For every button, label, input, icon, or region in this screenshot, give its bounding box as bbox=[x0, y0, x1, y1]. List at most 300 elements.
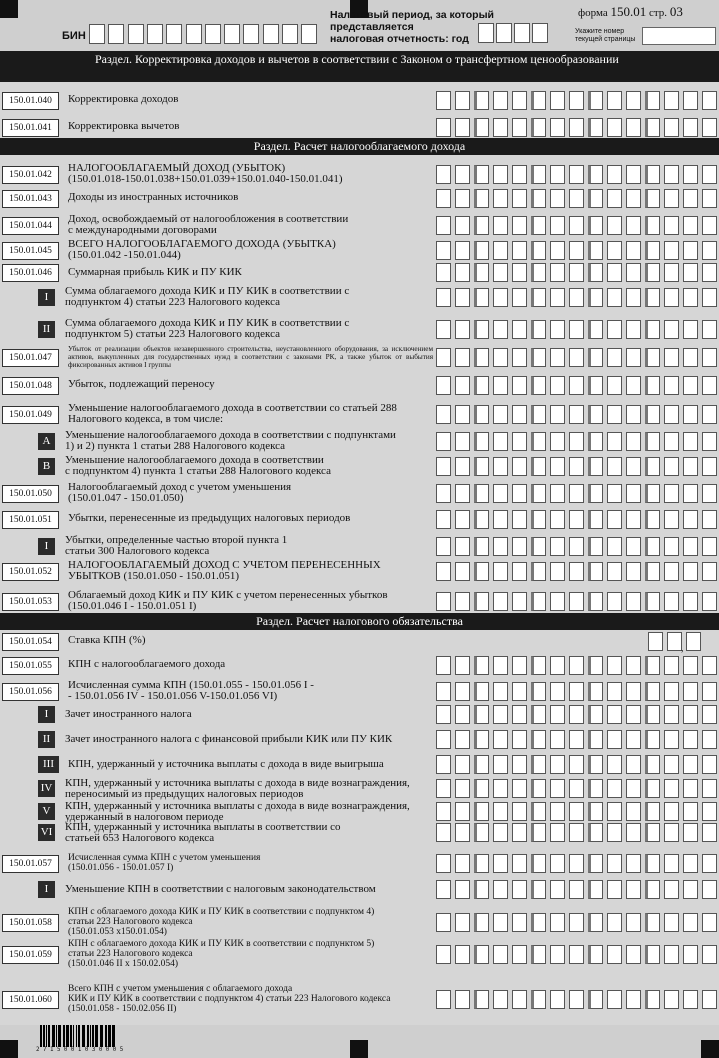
digit-cell[interactable] bbox=[664, 320, 679, 339]
digit-cell[interactable] bbox=[702, 457, 717, 476]
digit-cell[interactable] bbox=[607, 880, 622, 899]
digit-cell[interactable] bbox=[455, 288, 470, 307]
digit-cell[interactable] bbox=[664, 376, 679, 395]
digit-cell[interactable] bbox=[512, 945, 527, 964]
digit-cell[interactable] bbox=[493, 880, 508, 899]
digit-cell[interactable] bbox=[664, 241, 679, 260]
digit-cell[interactable] bbox=[626, 705, 641, 724]
digit-cell[interactable] bbox=[664, 802, 679, 821]
digit-cell[interactable] bbox=[626, 755, 641, 774]
digit-cell[interactable] bbox=[569, 91, 584, 110]
digit-cell[interactable] bbox=[645, 990, 660, 1009]
digit-cell[interactable] bbox=[626, 913, 641, 932]
digit-cell[interactable] bbox=[455, 779, 470, 798]
digit-cell[interactable] bbox=[436, 165, 451, 184]
digit-cell[interactable] bbox=[702, 241, 717, 260]
digit-cell[interactable] bbox=[569, 510, 584, 529]
digit-cell[interactable] bbox=[702, 880, 717, 899]
digit-cell[interactable] bbox=[664, 510, 679, 529]
digit-cell[interactable] bbox=[607, 376, 622, 395]
digit-cell[interactable] bbox=[512, 913, 527, 932]
digit-cell[interactable] bbox=[455, 802, 470, 821]
digit-cell[interactable] bbox=[645, 91, 660, 110]
digit-cell[interactable] bbox=[607, 288, 622, 307]
digit-cell[interactable] bbox=[626, 457, 641, 476]
digit-cell[interactable] bbox=[645, 241, 660, 260]
digit-cell[interactable] bbox=[569, 656, 584, 675]
digit-cell[interactable] bbox=[607, 320, 622, 339]
digit-cell[interactable] bbox=[683, 510, 698, 529]
digit-cell[interactable] bbox=[436, 592, 451, 611]
digit-cell[interactable] bbox=[569, 288, 584, 307]
digit-cell[interactable] bbox=[512, 779, 527, 798]
digit-cell[interactable] bbox=[550, 348, 565, 367]
digit-cell[interactable] bbox=[550, 510, 565, 529]
digit-cell[interactable] bbox=[683, 592, 698, 611]
digit-cell[interactable] bbox=[626, 216, 641, 235]
digit-cell[interactable] bbox=[702, 854, 717, 873]
digit-cell[interactable] bbox=[550, 730, 565, 749]
digit-cell[interactable] bbox=[645, 592, 660, 611]
digit-cell[interactable] bbox=[436, 705, 451, 724]
digit-cell[interactable] bbox=[588, 779, 603, 798]
digit-cell[interactable] bbox=[683, 537, 698, 556]
digit-cell[interactable] bbox=[474, 990, 489, 1009]
bin-digit-cell[interactable] bbox=[282, 24, 298, 44]
digit-cell[interactable] bbox=[626, 880, 641, 899]
digit-cell[interactable] bbox=[588, 682, 603, 701]
digit-cell[interactable] bbox=[474, 823, 489, 842]
digit-cell[interactable] bbox=[512, 241, 527, 260]
digit-cell[interactable] bbox=[493, 91, 508, 110]
digit-cell[interactable] bbox=[550, 656, 565, 675]
digit-cell[interactable] bbox=[645, 913, 660, 932]
digit-cell[interactable] bbox=[455, 216, 470, 235]
digit-cell[interactable] bbox=[531, 913, 546, 932]
digit-cell[interactable] bbox=[607, 165, 622, 184]
digit-cell[interactable] bbox=[512, 537, 527, 556]
digit-cell[interactable] bbox=[436, 682, 451, 701]
digit-cell[interactable] bbox=[683, 484, 698, 503]
digit-cell[interactable] bbox=[664, 405, 679, 424]
digit-cell[interactable] bbox=[702, 802, 717, 821]
digit-cell[interactable] bbox=[645, 263, 660, 282]
digit-cell[interactable] bbox=[455, 705, 470, 724]
digit-cell[interactable] bbox=[607, 510, 622, 529]
digit-cell[interactable] bbox=[531, 990, 546, 1009]
digit-cell[interactable] bbox=[702, 913, 717, 932]
digit-cell[interactable] bbox=[550, 537, 565, 556]
digit-cell[interactable] bbox=[493, 320, 508, 339]
digit-cell[interactable] bbox=[550, 263, 565, 282]
digit-cell[interactable] bbox=[436, 241, 451, 260]
digit-cell[interactable] bbox=[588, 241, 603, 260]
digit-cell[interactable] bbox=[493, 189, 508, 208]
digit-cell[interactable] bbox=[550, 823, 565, 842]
digit-cell[interactable] bbox=[702, 592, 717, 611]
digit-cell[interactable] bbox=[436, 263, 451, 282]
digit-cell[interactable] bbox=[550, 880, 565, 899]
digit-cell[interactable] bbox=[588, 945, 603, 964]
digit-cell[interactable] bbox=[493, 592, 508, 611]
bin-digit-cell[interactable] bbox=[89, 24, 105, 44]
digit-cell[interactable] bbox=[493, 432, 508, 451]
digit-cell[interactable] bbox=[531, 165, 546, 184]
digit-cell[interactable] bbox=[436, 854, 451, 873]
digit-cell[interactable] bbox=[493, 990, 508, 1009]
digit-cell[interactable] bbox=[683, 241, 698, 260]
digit-cell[interactable] bbox=[512, 823, 527, 842]
digit-cell[interactable] bbox=[436, 118, 451, 137]
digit-cell[interactable] bbox=[569, 189, 584, 208]
digit-cell[interactable] bbox=[569, 484, 584, 503]
digit-cell[interactable] bbox=[683, 263, 698, 282]
digit-cell[interactable] bbox=[702, 537, 717, 556]
digit-cell[interactable] bbox=[493, 913, 508, 932]
digit-cell[interactable] bbox=[512, 730, 527, 749]
digit-cell[interactable] bbox=[645, 823, 660, 842]
digit-cell[interactable] bbox=[550, 216, 565, 235]
digit-cell[interactable] bbox=[569, 730, 584, 749]
digit-cell[interactable] bbox=[436, 945, 451, 964]
digit-cell[interactable] bbox=[569, 802, 584, 821]
digit-cell[interactable] bbox=[683, 913, 698, 932]
digit-cell[interactable] bbox=[474, 405, 489, 424]
digit-cell[interactable] bbox=[683, 730, 698, 749]
digit-cell[interactable] bbox=[645, 562, 660, 581]
digit-cell[interactable] bbox=[588, 165, 603, 184]
year-digit-cell[interactable] bbox=[496, 23, 512, 43]
digit-cell[interactable] bbox=[512, 457, 527, 476]
digit-cell[interactable] bbox=[569, 779, 584, 798]
digit-cell[interactable] bbox=[455, 241, 470, 260]
digit-cell[interactable] bbox=[588, 880, 603, 899]
digit-cell[interactable] bbox=[531, 405, 546, 424]
digit-cell[interactable] bbox=[626, 779, 641, 798]
digit-cell[interactable] bbox=[607, 913, 622, 932]
digit-cell[interactable] bbox=[512, 854, 527, 873]
digit-cell[interactable] bbox=[607, 730, 622, 749]
digit-cell[interactable] bbox=[436, 189, 451, 208]
digit-cell[interactable] bbox=[474, 510, 489, 529]
digit-cell[interactable] bbox=[702, 320, 717, 339]
digit-cell[interactable] bbox=[455, 510, 470, 529]
digit-cell[interactable] bbox=[702, 216, 717, 235]
digit-cell[interactable] bbox=[569, 562, 584, 581]
digit-cell[interactable] bbox=[531, 562, 546, 581]
digit-cell[interactable] bbox=[474, 854, 489, 873]
digit-cell[interactable] bbox=[588, 216, 603, 235]
digit-cell[interactable] bbox=[683, 348, 698, 367]
digit-cell[interactable] bbox=[436, 562, 451, 581]
digit-cell[interactable] bbox=[645, 682, 660, 701]
digit-cell[interactable] bbox=[664, 562, 679, 581]
digit-cell[interactable] bbox=[550, 457, 565, 476]
digit-cell[interactable] bbox=[455, 457, 470, 476]
digit-cell[interactable] bbox=[664, 91, 679, 110]
digit-cell[interactable] bbox=[455, 320, 470, 339]
digit-cell[interactable] bbox=[569, 432, 584, 451]
digit-cell[interactable] bbox=[531, 320, 546, 339]
digit-cell[interactable] bbox=[512, 682, 527, 701]
digit-cell[interactable] bbox=[436, 405, 451, 424]
digit-cell[interactable] bbox=[588, 263, 603, 282]
digit-cell[interactable] bbox=[683, 216, 698, 235]
digit-cell[interactable] bbox=[436, 510, 451, 529]
digit-cell[interactable] bbox=[531, 457, 546, 476]
digit-cell[interactable] bbox=[569, 457, 584, 476]
digit-cell[interactable] bbox=[607, 189, 622, 208]
digit-cell[interactable] bbox=[588, 730, 603, 749]
digit-cell[interactable] bbox=[607, 705, 622, 724]
digit-cell[interactable] bbox=[550, 118, 565, 137]
digit-cell[interactable] bbox=[645, 854, 660, 873]
digit-cell[interactable] bbox=[512, 91, 527, 110]
digit-cell[interactable] bbox=[455, 263, 470, 282]
digit-cell[interactable] bbox=[664, 457, 679, 476]
digit-cell[interactable] bbox=[645, 457, 660, 476]
digit-cell[interactable] bbox=[512, 405, 527, 424]
digit-cell[interactable] bbox=[436, 802, 451, 821]
digit-cell[interactable] bbox=[455, 165, 470, 184]
digit-cell[interactable] bbox=[626, 432, 641, 451]
digit-cell[interactable] bbox=[474, 457, 489, 476]
digit-cell[interactable] bbox=[512, 705, 527, 724]
digit-cell[interactable] bbox=[588, 432, 603, 451]
digit-cell[interactable] bbox=[569, 241, 584, 260]
digit-cell[interactable] bbox=[512, 320, 527, 339]
digit-cell[interactable] bbox=[683, 854, 698, 873]
digit-cell[interactable] bbox=[607, 216, 622, 235]
bin-digit-cell[interactable] bbox=[263, 24, 279, 44]
digit-cell[interactable] bbox=[455, 537, 470, 556]
digit-cell[interactable] bbox=[686, 632, 701, 651]
digit-cell[interactable] bbox=[702, 730, 717, 749]
digit-cell[interactable] bbox=[664, 913, 679, 932]
digit-cell[interactable] bbox=[683, 682, 698, 701]
digit-cell[interactable] bbox=[550, 705, 565, 724]
digit-cell[interactable] bbox=[645, 118, 660, 137]
digit-cell[interactable] bbox=[436, 432, 451, 451]
digit-cell[interactable] bbox=[474, 376, 489, 395]
digit-cell[interactable] bbox=[455, 656, 470, 675]
digit-cell[interactable] bbox=[645, 165, 660, 184]
digit-cell[interactable] bbox=[474, 320, 489, 339]
digit-cell[interactable] bbox=[588, 189, 603, 208]
digit-cell[interactable] bbox=[588, 990, 603, 1009]
digit-cell[interactable] bbox=[512, 484, 527, 503]
digit-cell[interactable] bbox=[607, 405, 622, 424]
bin-digit-cell[interactable] bbox=[205, 24, 221, 44]
digit-cell[interactable] bbox=[607, 592, 622, 611]
digit-cell[interactable] bbox=[588, 457, 603, 476]
digit-cell[interactable] bbox=[569, 755, 584, 774]
digit-cell[interactable] bbox=[626, 854, 641, 873]
digit-cell[interactable] bbox=[569, 682, 584, 701]
digit-cell[interactable] bbox=[436, 348, 451, 367]
digit-cell[interactable] bbox=[455, 91, 470, 110]
digit-cell[interactable] bbox=[645, 730, 660, 749]
digit-cell[interactable] bbox=[702, 263, 717, 282]
digit-cell[interactable] bbox=[512, 990, 527, 1009]
digit-cell[interactable] bbox=[512, 562, 527, 581]
digit-cell[interactable] bbox=[512, 880, 527, 899]
digit-cell[interactable] bbox=[702, 779, 717, 798]
digit-cell[interactable] bbox=[702, 823, 717, 842]
digit-cell[interactable] bbox=[607, 537, 622, 556]
digit-cell[interactable] bbox=[683, 457, 698, 476]
digit-cell[interactable] bbox=[493, 854, 508, 873]
digit-cell[interactable] bbox=[512, 592, 527, 611]
digit-cell[interactable] bbox=[474, 705, 489, 724]
digit-cell[interactable] bbox=[588, 320, 603, 339]
digit-cell[interactable] bbox=[512, 263, 527, 282]
digit-cell[interactable] bbox=[588, 91, 603, 110]
digit-cell[interactable] bbox=[664, 945, 679, 964]
digit-cell[interactable] bbox=[626, 320, 641, 339]
digit-cell[interactable] bbox=[702, 990, 717, 1009]
digit-cell[interactable] bbox=[531, 656, 546, 675]
digit-cell[interactable] bbox=[436, 376, 451, 395]
digit-cell[interactable] bbox=[493, 730, 508, 749]
digit-cell[interactable] bbox=[550, 241, 565, 260]
digit-cell[interactable] bbox=[607, 823, 622, 842]
digit-cell[interactable] bbox=[550, 802, 565, 821]
digit-cell[interactable] bbox=[664, 216, 679, 235]
digit-cell[interactable] bbox=[436, 755, 451, 774]
digit-cell[interactable] bbox=[455, 118, 470, 137]
digit-cell[interactable] bbox=[493, 682, 508, 701]
digit-cell[interactable] bbox=[626, 945, 641, 964]
digit-cell[interactable] bbox=[645, 216, 660, 235]
digit-cell[interactable] bbox=[645, 320, 660, 339]
bin-digit-cell[interactable] bbox=[186, 24, 202, 44]
digit-cell[interactable] bbox=[683, 562, 698, 581]
digit-cell[interactable] bbox=[645, 348, 660, 367]
digit-cell[interactable] bbox=[550, 990, 565, 1009]
digit-cell[interactable] bbox=[436, 288, 451, 307]
digit-cell[interactable] bbox=[664, 880, 679, 899]
digit-cell[interactable] bbox=[436, 990, 451, 1009]
digit-cell[interactable] bbox=[569, 537, 584, 556]
digit-cell[interactable] bbox=[474, 432, 489, 451]
digit-cell[interactable] bbox=[531, 348, 546, 367]
digit-cell[interactable] bbox=[493, 457, 508, 476]
digit-cell[interactable] bbox=[455, 990, 470, 1009]
digit-cell[interactable] bbox=[626, 118, 641, 137]
digit-cell[interactable] bbox=[493, 405, 508, 424]
year-digit-cell[interactable] bbox=[478, 23, 494, 43]
digit-cell[interactable] bbox=[683, 288, 698, 307]
digit-cell[interactable] bbox=[569, 854, 584, 873]
digit-cell[interactable] bbox=[683, 802, 698, 821]
digit-cell[interactable] bbox=[664, 755, 679, 774]
digit-cell[interactable] bbox=[474, 730, 489, 749]
digit-cell[interactable] bbox=[531, 537, 546, 556]
digit-cell[interactable] bbox=[645, 537, 660, 556]
digit-cell[interactable] bbox=[645, 432, 660, 451]
digit-cell[interactable] bbox=[569, 880, 584, 899]
digit-cell[interactable] bbox=[588, 510, 603, 529]
digit-cell[interactable] bbox=[626, 682, 641, 701]
digit-cell[interactable] bbox=[664, 537, 679, 556]
digit-cell[interactable] bbox=[531, 484, 546, 503]
digit-cell[interactable] bbox=[702, 288, 717, 307]
digit-cell[interactable] bbox=[550, 562, 565, 581]
digit-cell[interactable] bbox=[455, 348, 470, 367]
digit-cell[interactable] bbox=[436, 457, 451, 476]
digit-cell[interactable] bbox=[455, 189, 470, 208]
digit-cell[interactable] bbox=[512, 510, 527, 529]
digit-cell[interactable] bbox=[436, 779, 451, 798]
digit-cell[interactable] bbox=[493, 484, 508, 503]
digit-cell[interactable] bbox=[702, 656, 717, 675]
digit-cell[interactable] bbox=[702, 376, 717, 395]
digit-cell[interactable] bbox=[474, 241, 489, 260]
digit-cell[interactable] bbox=[474, 562, 489, 581]
digit-cell[interactable] bbox=[474, 189, 489, 208]
digit-cell[interactable] bbox=[588, 802, 603, 821]
digit-cell[interactable] bbox=[531, 592, 546, 611]
digit-cell[interactable] bbox=[702, 510, 717, 529]
digit-cell[interactable] bbox=[645, 880, 660, 899]
digit-cell[interactable] bbox=[626, 263, 641, 282]
digit-cell[interactable] bbox=[474, 165, 489, 184]
digit-cell[interactable] bbox=[702, 165, 717, 184]
digit-cell[interactable] bbox=[455, 823, 470, 842]
digit-cell[interactable] bbox=[436, 320, 451, 339]
digit-cell[interactable] bbox=[588, 288, 603, 307]
bin-digit-cell[interactable] bbox=[128, 24, 144, 44]
digit-cell[interactable] bbox=[664, 118, 679, 137]
digit-cell[interactable] bbox=[474, 348, 489, 367]
digit-cell[interactable] bbox=[607, 945, 622, 964]
digit-cell[interactable] bbox=[493, 945, 508, 964]
digit-cell[interactable] bbox=[455, 484, 470, 503]
digit-cell[interactable] bbox=[588, 705, 603, 724]
digit-cell[interactable] bbox=[569, 320, 584, 339]
digit-cell[interactable] bbox=[645, 802, 660, 821]
digit-cell[interactable] bbox=[664, 348, 679, 367]
digit-cell[interactable] bbox=[531, 802, 546, 821]
digit-cell[interactable] bbox=[683, 990, 698, 1009]
digit-cell[interactable] bbox=[531, 216, 546, 235]
digit-cell[interactable] bbox=[436, 913, 451, 932]
digit-cell[interactable] bbox=[493, 562, 508, 581]
digit-cell[interactable] bbox=[664, 823, 679, 842]
digit-cell[interactable] bbox=[531, 288, 546, 307]
digit-cell[interactable] bbox=[550, 484, 565, 503]
digit-cell[interactable] bbox=[455, 592, 470, 611]
digit-cell[interactable] bbox=[683, 405, 698, 424]
digit-cell[interactable] bbox=[588, 854, 603, 873]
digit-cell[interactable] bbox=[531, 263, 546, 282]
digit-cell[interactable] bbox=[569, 705, 584, 724]
digit-cell[interactable] bbox=[531, 755, 546, 774]
digit-cell[interactable] bbox=[626, 823, 641, 842]
digit-cell[interactable] bbox=[531, 432, 546, 451]
digit-cell[interactable] bbox=[512, 118, 527, 137]
digit-cell[interactable] bbox=[702, 91, 717, 110]
digit-cell[interactable] bbox=[531, 189, 546, 208]
digit-cell[interactable] bbox=[512, 802, 527, 821]
digit-cell[interactable] bbox=[626, 562, 641, 581]
digit-cell[interactable] bbox=[436, 91, 451, 110]
digit-cell[interactable] bbox=[645, 755, 660, 774]
digit-cell[interactable] bbox=[645, 288, 660, 307]
digit-cell[interactable] bbox=[493, 376, 508, 395]
digit-cell[interactable] bbox=[683, 705, 698, 724]
